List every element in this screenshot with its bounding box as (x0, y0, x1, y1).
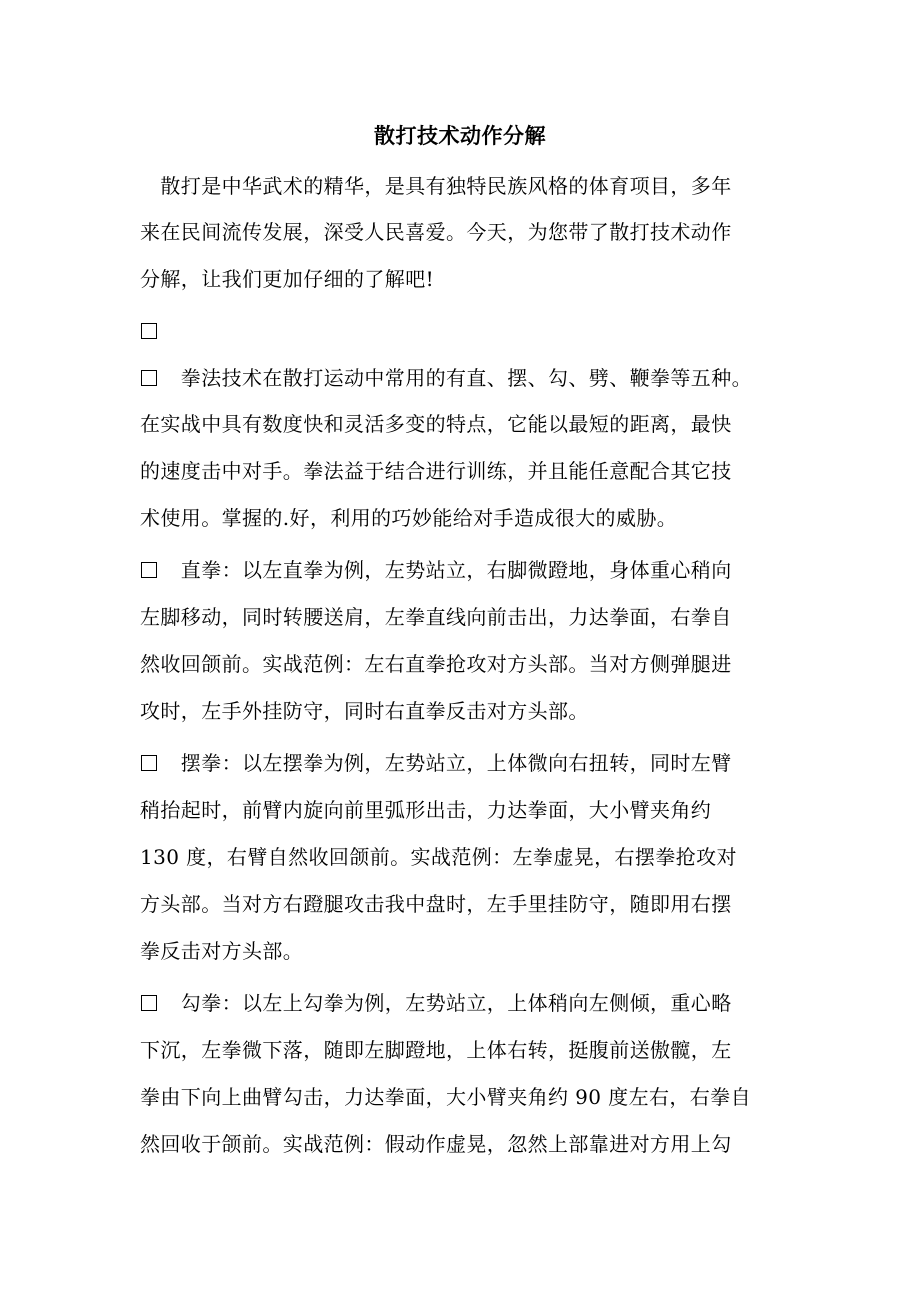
text-line: 左脚移动，同时转腰送肩，左拳直线向前击出，力达拳面，右拳自 (140, 605, 732, 629)
text-line: 分解，让我们更加仔细的了解吧! (140, 267, 435, 291)
text-line: 稍抬起时，前臂内旋向前里弧形出击，力达拳面，大小臂夹角约 (140, 798, 712, 822)
text-line: 的速度击中对手。拳法益于结合进行训练，并且能任意配合其它技 (140, 459, 732, 483)
text-line: 术使用。掌握的.好，利用的巧妙能给对手造成很大的威胁。 (140, 506, 678, 530)
text-line: 攻时，左手外挂防守，同时右直拳反击对方头部。 (140, 699, 589, 723)
text-line: 130 度，右臂自然收回颌前。实战范例：左拳虚晃，右摆拳抢攻对 (140, 845, 737, 869)
text-line: 拳由下向上曲臂勾击，力达拳面，大小臂夹角约 90 度左右，右拳自 (140, 1085, 751, 1109)
text-line: 来在民间流传发展，深受人民喜爱。今天，为您带了散打技术动作 (140, 220, 732, 244)
text-line: 方头部。当对方右蹬腿攻击我中盘时，左手里挂防守，随即用右摆 (140, 892, 732, 916)
text-line: 在实战中具有数度快和灵活多变的特点，它能以最短的距离，最快 (140, 412, 732, 436)
text-line: 下沉，左拳微下落，随即左脚蹬地，上体右转，挺腹前送傲髋，左 (140, 1038, 732, 1062)
document-title: 散打技术动作分解 (374, 124, 546, 148)
text-line: 拳反击对方头部。 (140, 939, 304, 963)
text-line: 摆拳：以左摆拳为例，左势站立，上体微向右扭转，同时左臂 (140, 751, 732, 775)
text-line: 勾拳：以左上勾拳为例，左势站立，上体稍向左侧倾，重心略 (140, 991, 732, 1015)
text-line: 拳法技术在散打运动中常用的有直、摆、勾、劈、鞭拳等五种。 (140, 366, 752, 390)
text-line: 散打是中华武术的精华，是具有独特民族风格的体育项目，多年 (140, 174, 732, 198)
text-line: 直拳：以左直拳为例，左势站立，右脚微蹬地，身体重心稍向 (140, 558, 732, 582)
text-line: 然收回颌前。实战范例：左右直拳抢攻对方头部。当对方侧弹腿进 (140, 652, 732, 676)
text-line: 然回收于颌前。实战范例：假动作虚晃，忽然上部靠进对方用上勾 (140, 1132, 732, 1156)
checkbox-square-icon (141, 323, 157, 339)
